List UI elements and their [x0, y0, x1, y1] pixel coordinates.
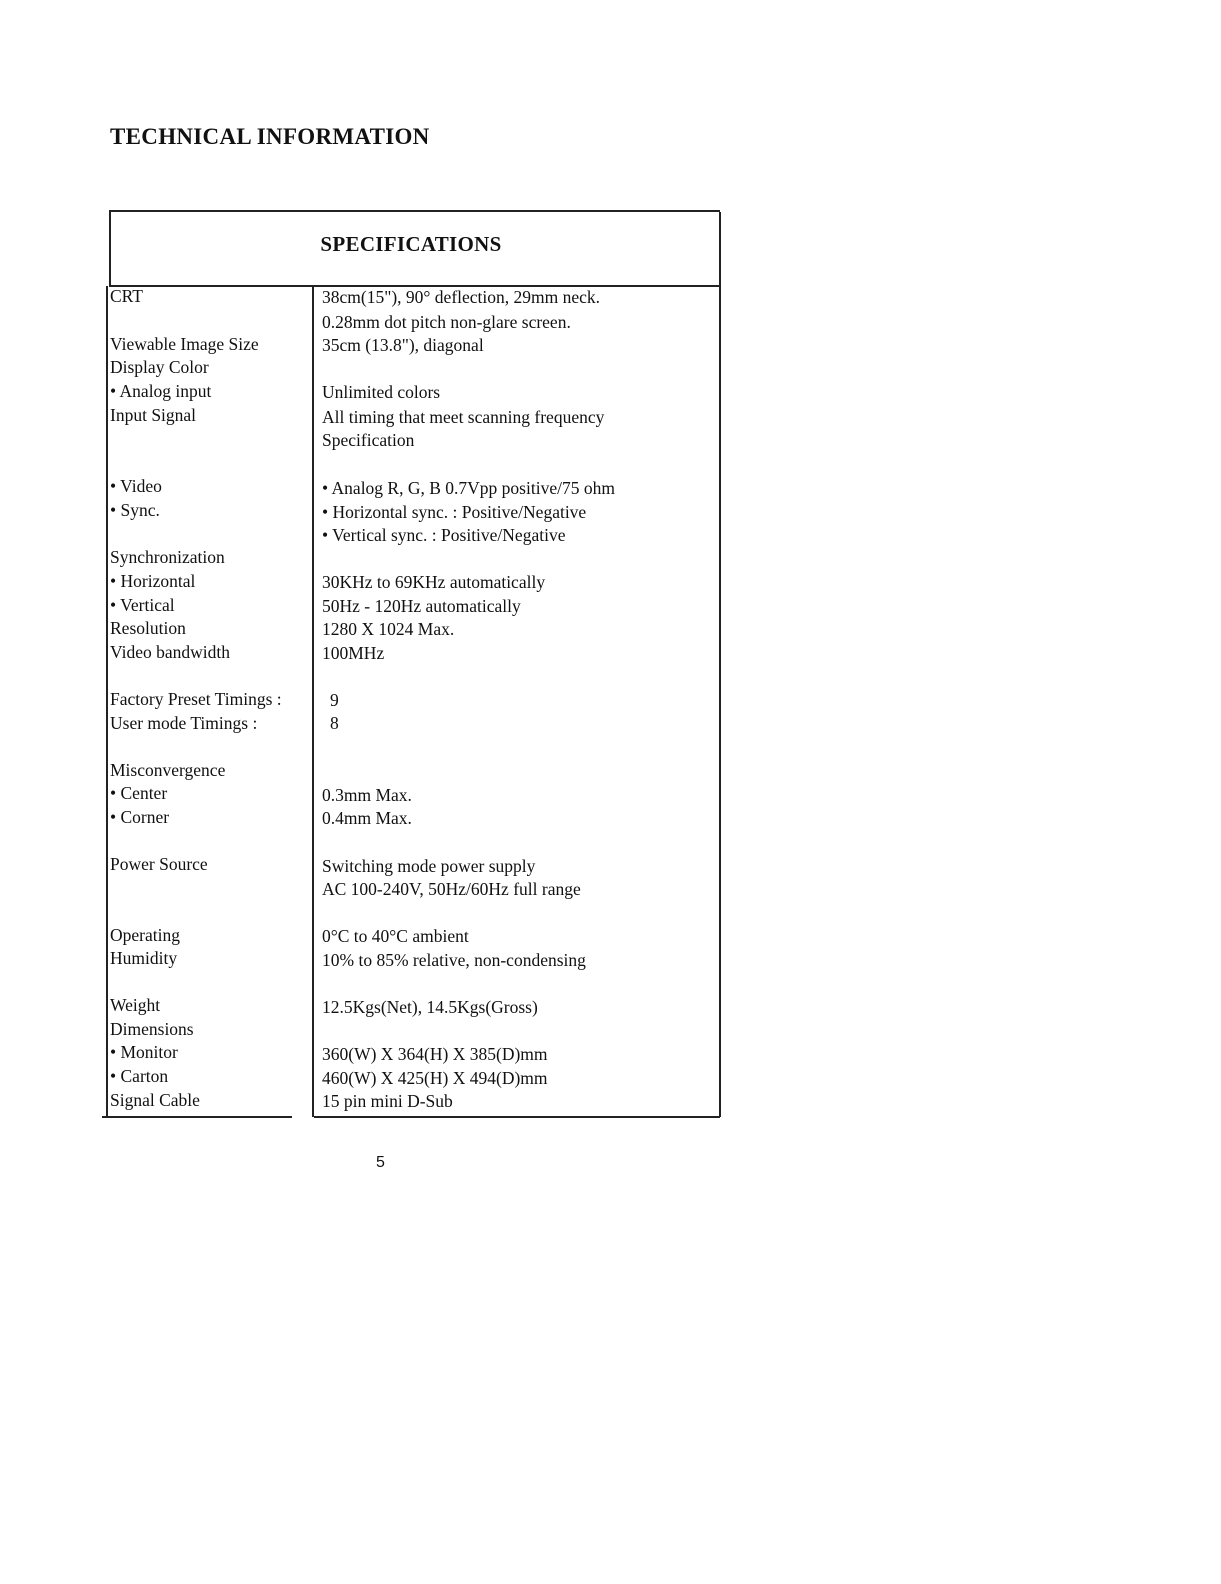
spec-value: 12.5Kgs(Net), 14.5Kgs(Gross) [322, 997, 538, 1017]
spec-label: • Monitor [110, 1042, 178, 1062]
spec-label: Video bandwidth [110, 642, 230, 662]
spec-label: • Sync. [110, 500, 160, 520]
spec-value: 8 [330, 713, 339, 733]
spec-label: User mode Timings : [110, 713, 258, 733]
spec-label: • Vertical [110, 595, 175, 615]
table-heading: SPECIFICATIONS [320, 232, 502, 256]
spec-label: Display Color [110, 357, 209, 377]
spec-label: Factory Preset Timings : [110, 689, 282, 709]
spec-value: 460(W) X 425(H) X 494(D)mm [322, 1068, 548, 1088]
spec-value: 0.3mm Max. [322, 785, 412, 805]
spec-value: 30KHz to 69KHz automatically [322, 572, 546, 592]
spec-value: AC 100-240V, 50Hz/60Hz full range [322, 879, 581, 899]
spec-label: Power Source [110, 854, 208, 874]
spec-label: Synchronization [110, 547, 225, 567]
spec-label: Viewable Image Size [110, 334, 259, 354]
spec-value: 360(W) X 364(H) X 385(D)mm [322, 1044, 548, 1064]
table-column-divider [312, 286, 314, 1117]
spec-value: • Horizontal sync. : Positive/Negative [322, 502, 587, 522]
table-border-bottom-right [314, 1116, 720, 1118]
spec-value: All timing that meet scanning frequency [322, 407, 605, 427]
spec-label: Humidity [110, 948, 178, 968]
spec-value: 10% to 85% relative, non-condensing [322, 950, 586, 970]
table-border-bottom-left [102, 1116, 292, 1118]
page-title: TECHNICAL INFORMATION [110, 124, 430, 149]
spec-value: 0.4mm Max. [322, 808, 412, 828]
spec-value: Switching mode power supply [322, 856, 536, 876]
table-border-right [719, 212, 721, 1117]
spec-label: Weight [110, 995, 161, 1015]
spec-label: Resolution [110, 618, 186, 638]
spec-value: 1280 X 1024 Max. [322, 619, 455, 639]
spec-label: • Corner [110, 807, 170, 827]
spec-label: • Analog input [110, 381, 212, 401]
table-border-top [109, 210, 720, 212]
spec-value: • Vertical sync. : Positive/Negative [322, 525, 566, 545]
spec-value: 50Hz - 120Hz automatically [322, 596, 521, 616]
spec-value: 38cm(15"), 90° deflection, 29mm neck. [322, 287, 601, 307]
spec-label: Signal Cable [110, 1090, 200, 1110]
spec-value: Specification [322, 430, 415, 450]
spec-label: Operating [110, 925, 180, 945]
spec-value: • Analog R, G, B 0.7Vpp positive/75 ohm [322, 478, 615, 498]
spec-value: 9 [330, 690, 339, 710]
spec-label: • Carton [110, 1066, 169, 1086]
spec-label: Dimensions [110, 1019, 194, 1039]
spec-label: • Video [110, 476, 162, 496]
spec-value: 35cm (13.8"), diagonal [322, 335, 484, 355]
spec-value: 0°C to 40°C ambient [322, 926, 469, 946]
spec-label: Input Signal [110, 405, 197, 425]
spec-label: CRT [110, 286, 143, 306]
spec-label: • Center [110, 783, 168, 803]
spec-value: 100MHz [322, 643, 385, 663]
spec-value: Unlimited colors [322, 382, 441, 402]
spec-value: 15 pin mini D-Sub [322, 1091, 453, 1111]
spec-value: 0.28mm dot pitch non-glare screen. [322, 312, 571, 332]
spec-label: Misconvergence [110, 760, 226, 780]
page-number: 5 [376, 1154, 385, 1171]
table-border-left-lower [106, 286, 108, 1116]
spec-label: • Horizontal [110, 571, 196, 591]
